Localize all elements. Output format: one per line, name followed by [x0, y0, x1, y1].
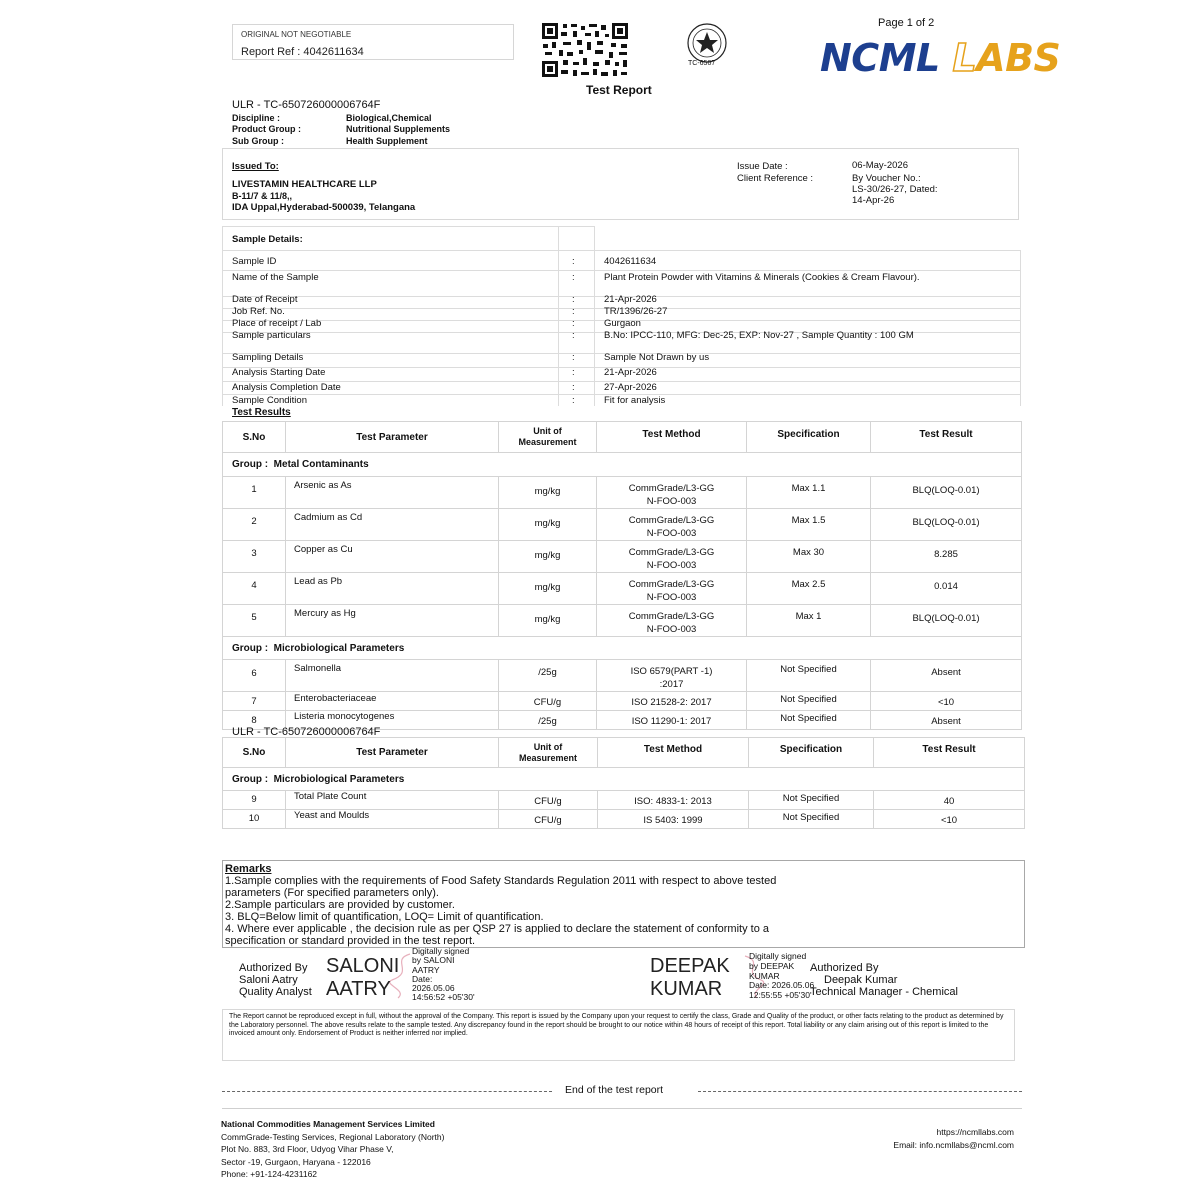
- col-param: Test Parameter: [286, 422, 499, 453]
- client-ref-2: LS-30/26-27, Dated:: [852, 184, 938, 195]
- ncml-labs-logo: [820, 36, 1060, 80]
- signature-right: [810, 962, 958, 998]
- footer-website[interactable]: https://ncmllabs.com: [936, 1127, 1014, 1137]
- table-row: 2 Cadmium as Cd mg/kg CommGrade/L3-GG N-FOO-003 Max 1.5 BLQ(LOQ-0.01): [223, 509, 1022, 541]
- table-row: 4 Lead as Pb mg/kg CommGrade/L3-GG N-FOO-003 Max 2.5 0.014: [223, 573, 1022, 605]
- table-row: 7 Enterobacteriaceae CFU/g ISO 21528-2: 2017 Not Specified <10: [223, 692, 1022, 711]
- test-results-heading: Test Results: [232, 407, 291, 418]
- accreditation-number: TC-6507: [688, 60, 716, 67]
- test-results-table: [222, 421, 1022, 730]
- remarks-heading: Remarks: [225, 863, 272, 875]
- table-row: 8 Listeria monocytogenes /25g ISO 11290-1: 2017 Not Specified Absent: [223, 711, 1022, 730]
- issued-to-box: [222, 148, 1019, 220]
- report-ref-box: [232, 24, 514, 60]
- remarks-line: parameters (For specified parameters only).: [225, 887, 439, 899]
- client-address-2: IDA Uppal,Hyderabad-500039, Telangana: [232, 202, 416, 213]
- table-row: 9 Total Plate Count CFU/g ISO: 4833-1: 2013 Not Specified 40: [223, 791, 1025, 810]
- authorized-by-label: Authorized By: [239, 962, 308, 974]
- signatory-name: Saloni Aatry: [239, 974, 298, 986]
- col-param: Test Parameter: [286, 738, 499, 768]
- report-ref: Report Ref : 4042611634: [241, 46, 364, 58]
- remarks-line: specification or standard provided in the test report.: [225, 935, 476, 947]
- col-spec: Specification: [749, 738, 874, 768]
- client-ref-1: By Voucher No.:: [852, 173, 921, 184]
- footer-divider: [222, 1108, 1022, 1109]
- test-results-table-2: [222, 737, 1025, 829]
- remarks-line: 1.Sample complies with the requirements of Food Safety Standards Regulation 2011 with respect to above tested: [225, 875, 777, 887]
- client-ref-3: 14-Apr-26: [852, 195, 895, 206]
- sample-details-heading: Sample Details:: [232, 234, 303, 245]
- signatory-role: Technical Manager - Chemical: [810, 986, 958, 998]
- table-row: 10 Yeast and Moulds CFU/g IS 5403: 1999 Not Specified <10: [223, 810, 1025, 829]
- issue-date-label: Issue Date :: [737, 161, 788, 172]
- client-ref-label: Client Reference :: [737, 173, 814, 184]
- footer-contact: [880, 1126, 1014, 1152]
- footer-email[interactable]: Email: info.ncmllabs@ncml.com: [893, 1140, 1014, 1150]
- remarks-line: 2.Sample particulars are provided by customer.: [225, 899, 455, 911]
- negotiable-label: ORIGINAL NOT NEGOTIABLE: [241, 30, 352, 39]
- page-title: Test Report: [586, 83, 652, 97]
- logo-abs: ABS: [976, 36, 1061, 80]
- remarks-line: 4. Where ever applicable , the decision rule as per QSP 27 is applied to declare the statement of conformity to a: [225, 923, 769, 935]
- table-header-row: [223, 738, 1025, 768]
- remarks-box: [222, 860, 1025, 948]
- logo-ncml: NCML: [820, 36, 940, 80]
- col-result: Test Result: [871, 422, 1022, 453]
- issue-date: 06-May-2026: [852, 160, 908, 171]
- table-row: 6 Salmonella /25g ISO 6579(PART -1) :2017 Not Specified Absent: [223, 660, 1022, 692]
- table-row: 5 Mercury as Hg mg/kg CommGrade/L3-GG N-FOO-003 Max 1 BLQ(LOQ-0.01): [223, 605, 1022, 637]
- digital-signature-stamp: Digitally signed by SALONI AATRY Date: 2026.05.06 14:56:52 +05'30': [412, 946, 475, 1003]
- authorized-by-label: Authorized By: [810, 962, 879, 974]
- signature-left: [239, 962, 312, 998]
- digital-signature-name: DEEPAK KUMAR: [650, 955, 730, 1000]
- table-row: 1 Arsenic as As mg/kg CommGrade/L3-GG N-FOO-003 Max 1.1 BLQ(LOQ-0.01): [223, 477, 1022, 509]
- digital-signature-name: SALONI AATRY: [326, 955, 400, 1000]
- col-unit: Unit of Measurement: [499, 738, 598, 768]
- group-row: Group : Metal Contaminants: [223, 453, 1022, 477]
- table-header-row: [223, 422, 1022, 453]
- group-row: Group : Microbiological Parameters: [223, 637, 1022, 660]
- digital-signature-stamp: Digitally signed by DEEPAK KUMAR Date: 2026.05.06 12:55:55 +05'30': [749, 951, 815, 1001]
- page-number: Page 1 of 2: [878, 17, 935, 29]
- footer-company: National Commodities Management Services Limited: [221, 1119, 435, 1129]
- signatory-name: Deepak Kumar: [824, 974, 898, 986]
- col-method: Test Method: [597, 422, 747, 453]
- remarks-line: 3. BLQ=Below limit of quantification, LOQ= Limit of quantification.: [225, 911, 544, 923]
- col-unit: Unit of Measurement: [499, 422, 597, 453]
- table-row: 3 Copper as Cu mg/kg CommGrade/L3-GG N-FOO-003 Max 30 8.285: [223, 541, 1022, 573]
- col-method: Test Method: [598, 738, 749, 768]
- client-address-1: B-11/7 & 11/8,,: [232, 191, 293, 201]
- signatory-role: Quality Analyst: [239, 986, 312, 998]
- ulr-number-2: ULR - TC-650726000006764F: [232, 726, 381, 738]
- issued-to-label: Issued To:: [232, 161, 279, 172]
- col-result: Test Result: [874, 738, 1025, 768]
- col-spec: Specification: [747, 422, 871, 453]
- group-row: Group : Microbiological Parameters: [223, 768, 1025, 791]
- qr-code-icon: [541, 22, 629, 78]
- client-name: LIVESTAMIN HEALTHCARE LLP: [232, 179, 377, 190]
- ulr-number: ULR - TC-650726000006764F: [232, 99, 381, 111]
- footer-address: National Commodities Management Services Limited CommGrade-Testing Services, Regional Laboratory (North) Plot No. 883, 3rd Floor, Udyog Vihar Phase V, Sector -19, Gurgaon, Haryana - 122016 Phone: +91-124-4231162: [221, 1119, 445, 1179]
- logo-l-outline: L: [952, 36, 977, 80]
- disclaimer-box: The Report cannot be reproduced except in full, without the approval of the Company. This report is issued by the Company upon your request to certify the class, Grade and Quality of the product, or other facts relating to the product as determined by the Laboratory personnel. The above results relate to the sample tested. Any discrepancy found in the report should be brought to our notice within 48 hours of receipt of this report. Total liability or any claim arising out of this report is limited to the invoiced amount only. Endorsement of Product is neither inferred nor implied.: [222, 1009, 1015, 1061]
- col-sno: S.No: [223, 422, 286, 453]
- col-sno: S.No: [223, 738, 286, 768]
